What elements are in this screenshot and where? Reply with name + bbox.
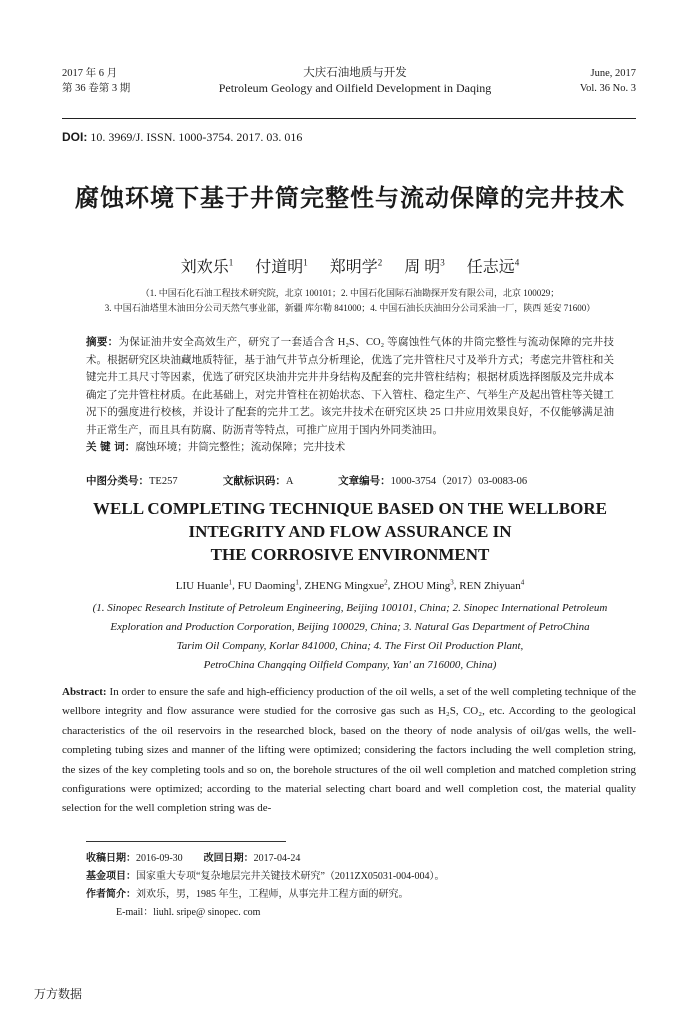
article-number-label: 文章编号： xyxy=(338,475,391,487)
doc-code-value: A xyxy=(285,476,293,487)
article-number-value: 1000-3754（2017）03-0083-06 xyxy=(390,476,528,487)
doi-value: 10. 3969/J. ISSN. 1000-3754. 2017. 03. 016 xyxy=(90,130,303,144)
author-en: ZHOU Ming$^3$ xyxy=(393,578,454,592)
header-journal xyxy=(200,66,510,96)
header-right xyxy=(476,66,636,96)
affiliation-en-line: (1. Sinopec Research Institute of Petroleum Engineering, Beijing 100101, China; 2. Sinopec International Petroleum xyxy=(92,602,608,614)
abstract-cn xyxy=(86,334,614,457)
author-en: ZHENG Mingxue$^2$ xyxy=(304,578,388,592)
fund-label: 基金项目： xyxy=(86,871,136,882)
received-value: 2016-09-30 xyxy=(136,853,183,864)
clc-label: 中图分类号： xyxy=(86,475,149,487)
footnote-rule xyxy=(86,841,286,842)
header-issue-en: Vol. 36 No. 3 xyxy=(579,83,636,94)
doi-line xyxy=(62,130,302,145)
affiliation-cn-line: （1. 中国石化石油工程技术研究院，北京 100101；2. 中国石化国际石油勘探开发有限公司，北京 100029； xyxy=(140,288,560,298)
authors-cn xyxy=(40,254,660,277)
keywords-cn-text: 腐蚀环境；井筒完整性；流动保障；完井技术 xyxy=(135,442,346,453)
affiliations-en xyxy=(60,599,640,675)
abstract-cn-label: 摘要： xyxy=(86,336,119,348)
email-line: E-mail：liuhl. sripe@ sinopec. com xyxy=(116,907,261,918)
author-bio-value: 刘欢乐，男，1985 年生，工程师，从事完井工程方面的研究。 xyxy=(136,889,409,900)
author-en: FU Daoming$^1$ xyxy=(237,578,299,592)
author-en: LIU Huanle$^1$ xyxy=(175,578,233,592)
keywords-cn-label: 关 键 词： xyxy=(86,441,136,453)
affiliation-en-line: Tarim Oil Company, Korlar 841000, China; 4. The First Oil Production Plant, xyxy=(176,640,524,652)
author-cn: 刘欢乐$^1$ xyxy=(180,257,234,276)
author-en: REN Zhiyuan$^4$ xyxy=(459,578,525,592)
title-en-line: THE CORROSIVE ENVIRONMENT xyxy=(210,545,490,564)
doi-label: DOI: xyxy=(62,130,88,144)
author-bio-label: 作者简介： xyxy=(86,889,136,900)
author-cn: 郑明学$^2$ xyxy=(329,257,383,276)
abstract-en-label: Abstract: xyxy=(62,686,107,698)
title-en-line: WELL COMPLETING TECHNIQUE BASED ON THE WELLBORE xyxy=(93,499,607,518)
title-en-line: INTEGRITY AND FLOW ASSURANCE IN xyxy=(188,522,512,541)
fund-value: 国家重大专项“复杂地层完井关键技术研究”（2011ZX05031-004-004）。 xyxy=(136,871,445,882)
header-rule xyxy=(62,118,636,119)
author-cn: 付道明$^1$ xyxy=(255,257,308,276)
paper-title-en xyxy=(40,497,660,566)
revised-value: 2017-04-24 xyxy=(253,853,301,864)
header-date-en: June, 2017 xyxy=(590,68,636,79)
abstract-cn-text: 为保证油井安全高效生产，研究了一套适合含 H₂S、CO₂ 等腐蚀性气体的井筒完整性与流动保障的完井技术。根据研究区块油藏地质特征，基于油气井节点分析理论，优选了完井管柱尺寸及举升方式；考虑完井管柱和关键完井工具尺寸等因素，优选了研究区块油井完井井身结构及配套的完井管柱结构；根据材质选择图版及完井成本确定了完井管柱材质。在此基础上，对完井管柱在初始状态、下入管柱、稳定生产、气举生产及起出管柱等关键工况下的强度进行校核，并设计了配套的完井工艺。该完井技术在研究区块 25 口井应用效果良好，不仅能够满足油井正常生产，而且具有防腐、防沥青等特点，可推广应用于国内外同类油田。 xyxy=(86,337,615,436)
clc-value: TE257 xyxy=(149,476,178,487)
header-issue-cn: 第 36 卷第 3 期 xyxy=(62,83,131,94)
keywords-cn xyxy=(86,439,614,457)
received-label: 收稿日期： xyxy=(86,853,136,864)
author-bio-line xyxy=(86,886,636,904)
affiliation-en-line: Exploration and Production Corporation, Beijing 100029, China; 3. Natural Gas Department of PetroChina xyxy=(110,621,590,633)
abstract-en-text: In order to ensure the safe and high-efficiency production of the oil wells, a set of the well completing technique of the wellbore integrity and flow assurance were studied for the corrosive gas such as H₂S, CO₂, etc. According to the geological characteristics of the oil reservoirs in the researched block, based on the theory of node analysis of oil/gas wells, the well-completing tubing sizes and manner of the lifting were optimized; considering the factors including the well completion string, the sizes of the key completing tools and so on, the borehole structures of the oil well completion and matched completion string configurations were optimized; according to the material selecting chart board and well completion cost, the material quality selection for the well completion string was de- xyxy=(62,686,636,815)
revised-label: 改回日期： xyxy=(203,853,254,864)
abstract-en xyxy=(62,683,636,819)
header-date-cn: 2017 年 6 月 xyxy=(62,68,118,79)
journal-title-cn: 大庆石油地质与开发 xyxy=(303,67,407,79)
paper-title-cn: 腐蚀环境下基于井筒完整性与流动保障的完井技术 xyxy=(75,184,625,212)
doc-code-label: 文献标识码： xyxy=(222,475,286,487)
author-cn: 周 明$^3$ xyxy=(404,257,445,276)
affiliation-en-line: PetroChina Changqing Oilfield Company, Yan' an 716000, China) xyxy=(203,659,497,671)
watermark: 万方数据 xyxy=(34,987,83,1001)
fund-line xyxy=(86,868,636,886)
affiliation-cn-line: 3. 中国石油塔里木油田分公司天然气事业部，新疆 库尔勒 841000；4. 中国石油长庆油田分公司采油一厂，陕西 延安 71600） xyxy=(104,303,596,313)
author-cn: 任志远$^4$ xyxy=(466,257,520,276)
classification-line xyxy=(86,473,614,488)
dates-line xyxy=(86,850,636,868)
journal-title-en: Petroleum Geology and Oilfield Development in Daqing xyxy=(218,81,492,95)
affiliations-cn xyxy=(50,286,650,316)
footnotes xyxy=(86,850,636,922)
authors-en: LIU Huanle$^1$, FU Daoming$^1$, ZHENG Mingxue$^2$, ZHOU Ming$^3$, REN Zhiyuan$^4$ xyxy=(175,578,525,592)
